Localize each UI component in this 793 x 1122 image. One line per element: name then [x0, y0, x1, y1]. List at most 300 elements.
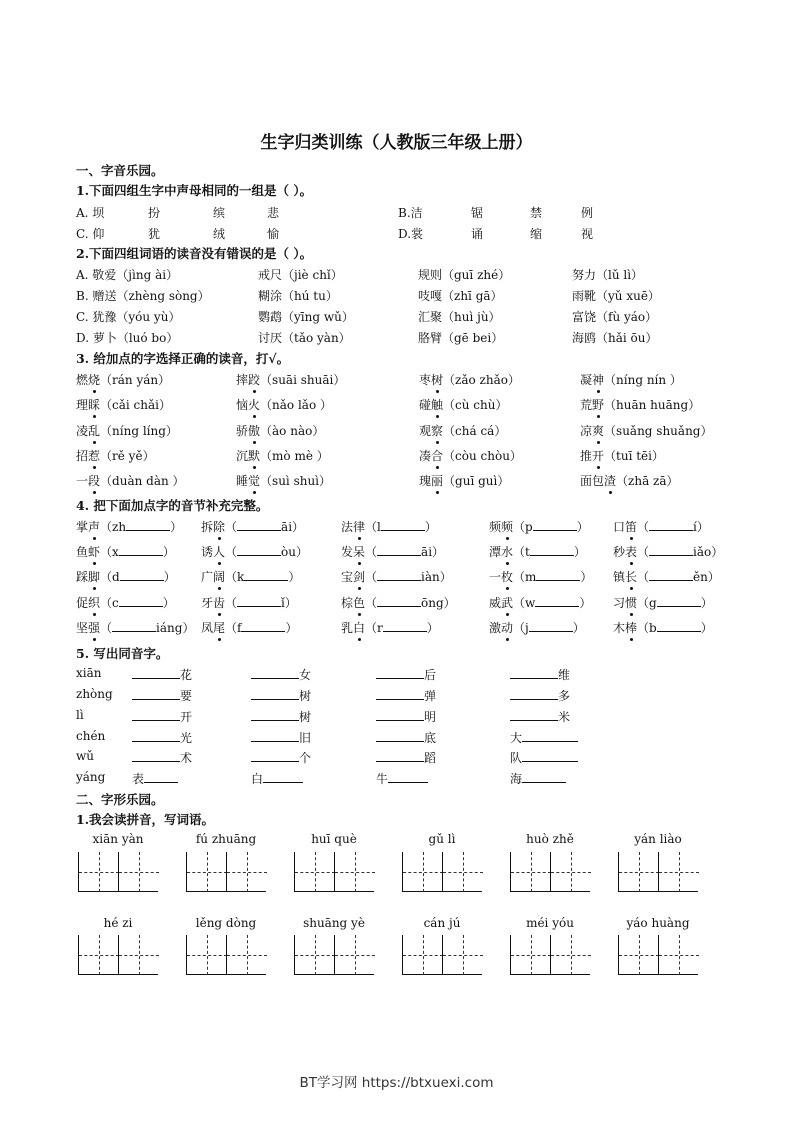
homophone-word: 弹 [424, 689, 437, 703]
word-char: 棒 [625, 621, 638, 635]
pinyin-label: gǔ lì [428, 832, 456, 846]
answer-blank [529, 619, 573, 632]
word-char: 武 [501, 596, 514, 610]
word-char: 坚 [76, 621, 89, 635]
answer-blank [510, 687, 558, 700]
item-pinyin-options: （cù chù） [443, 398, 508, 412]
syllable-item [76, 518, 182, 535]
answer-blank [132, 708, 180, 721]
option-cell: 吱嘎（zhī gā） [418, 289, 503, 303]
homophone-item [132, 749, 192, 766]
paren-suffix: ōng） [421, 596, 456, 610]
syllable-item [489, 619, 585, 636]
grid-cell [442, 852, 482, 892]
option-cell: 努力（lǔ lì） [572, 268, 644, 282]
option-cell: 锯 [471, 206, 484, 220]
paren-suffix: ） [162, 545, 175, 559]
option-cell: 缩 [530, 227, 543, 241]
answer-blank [237, 543, 281, 556]
grid-guide-horizontal [659, 955, 699, 956]
paren-prefix: （x [100, 545, 119, 559]
item-pinyin-options: （tuī tēi） [604, 449, 664, 463]
word-char: 发 [341, 545, 354, 559]
syllable-item [341, 594, 456, 611]
item-pinyin-options: （níng líng） [100, 424, 178, 438]
pinyin-label: xiān yàn [92, 832, 144, 846]
word-char: 掌 [76, 520, 89, 534]
word [613, 621, 637, 635]
paren-suffix: ） [170, 520, 183, 534]
option-cell: 糊涂（hú tu） [258, 289, 338, 303]
homophone-word: 表 [132, 772, 145, 786]
item-prefix: 理 [76, 398, 89, 412]
item-prefix: 摔 [236, 373, 249, 387]
dotted-character: 惹 [88, 449, 101, 463]
word-char: 口 [613, 520, 626, 534]
item-prefix: 碰 [419, 398, 432, 412]
option-cell: 缤 [213, 206, 226, 220]
item-pinyin-options: （guī guì） [443, 474, 510, 488]
answer-blank [510, 666, 558, 679]
dotted-character: 触 [431, 398, 444, 412]
grid-guide-horizontal [335, 872, 375, 873]
paren-prefix: （m [513, 570, 537, 584]
dotted-character: 段 [88, 474, 101, 488]
homophone-item [376, 666, 436, 683]
pinyin-item [236, 422, 324, 439]
answer-blank [112, 619, 156, 632]
homophone-item [510, 708, 570, 725]
word-char: 鱼 [76, 545, 89, 559]
item-prefix: 观 [419, 424, 432, 438]
syllable-item [201, 518, 304, 535]
dotted-character: 烧 [88, 373, 101, 387]
homophone-word: 队 [510, 751, 523, 765]
pinyin-label: fú zhuāng [195, 832, 257, 846]
homophone-word: 米 [558, 710, 571, 724]
option-cell: D.裳 [398, 227, 424, 241]
homophone-word: 蹈 [424, 751, 437, 765]
word-char: 阔 [213, 570, 226, 584]
grid-cell [334, 852, 374, 892]
pinyin-label: huī què [311, 832, 357, 846]
option-cell: 悲 [267, 206, 280, 220]
dotted-character: 树 [431, 373, 444, 387]
pinyin-item [419, 396, 507, 413]
paren-suffix: ） [700, 621, 713, 635]
word [76, 570, 100, 584]
answer-blank [533, 518, 577, 531]
pinyin-label: méi yóu [526, 916, 574, 930]
word [201, 545, 225, 559]
pinyin-label: yáo huàng [626, 916, 690, 930]
word-char: 牙 [201, 596, 214, 610]
option-cell: 雨靴（yǔ xuē） [572, 289, 660, 303]
paren-prefix: （ [100, 621, 113, 635]
answer-blank [649, 518, 693, 531]
word-char: 棕 [341, 596, 354, 610]
word-char: 潭 [489, 545, 502, 559]
homophone-pinyin: wǔ [76, 749, 94, 763]
pinyin-label: huò zhě [526, 832, 574, 846]
grid-cell [402, 935, 442, 975]
word [76, 545, 100, 559]
option-cell: A. 坝 [76, 206, 105, 220]
option-cell: 海鸥（hǎi ōu） [572, 331, 658, 345]
grid-cell [226, 935, 266, 975]
grid-guide-horizontal [335, 955, 375, 956]
syllable-item [76, 619, 194, 636]
answer-blank [376, 729, 424, 742]
word [76, 520, 100, 534]
answer-blank [377, 543, 421, 556]
answer-blank [530, 543, 574, 556]
word [341, 520, 365, 534]
paren-suffix: ǐ） [281, 596, 297, 610]
answer-blank [381, 518, 425, 531]
word-char: 秒 [613, 545, 626, 559]
grid-cell [334, 935, 374, 975]
dotted-character: 神 [592, 373, 605, 387]
section-heading-1: 一、字音乐园。 [76, 163, 164, 178]
word [489, 545, 513, 559]
homophone-word: 牛 [376, 772, 389, 786]
grid-guide-horizontal [227, 872, 267, 873]
answer-blank [251, 687, 299, 700]
option-cell: B.洁 [398, 206, 423, 220]
tianzige-grid [510, 852, 590, 892]
homophone-word: 海 [510, 772, 523, 786]
item-pinyin-options: （huān huāng） [604, 398, 701, 412]
answer-blank [237, 518, 281, 531]
paren-prefix: （ [637, 520, 650, 534]
item-prefix: 枣 [419, 373, 432, 387]
word [201, 570, 225, 584]
grid-cell [658, 935, 698, 975]
word-char: 动 [501, 621, 514, 635]
word [76, 596, 100, 610]
paren-suffix: ） [572, 621, 585, 635]
option-cell: 扮 [148, 206, 161, 220]
item-prefix: 凉 [580, 424, 593, 438]
paren-suffix: iǎo） [693, 545, 724, 559]
item-pinyin-options: （rán yán） [100, 373, 171, 387]
homophone-item [251, 666, 311, 683]
word-char: 广 [201, 570, 214, 584]
homophone-word: 个 [299, 751, 312, 765]
tianzige-grid [186, 852, 266, 892]
pinyin-item [580, 396, 700, 413]
section-heading-2: 二、字形乐园。 [76, 792, 164, 807]
pinyin-item [236, 472, 331, 489]
grid-guide-horizontal [443, 872, 483, 873]
option-cell: A. 敬爱（jìng ài） [76, 268, 179, 282]
syllable-item [341, 518, 437, 535]
syllable-item [489, 568, 592, 585]
answer-blank [522, 729, 578, 742]
item-prefix: 凝 [580, 373, 593, 387]
word-char: 笛 [625, 520, 638, 534]
item-pinyin-options: （mò mè ） [260, 449, 329, 463]
word-char: 拆 [201, 520, 214, 534]
answer-blank [376, 708, 424, 721]
paren-suffix: ） [288, 570, 301, 584]
tianzige-grid [618, 852, 698, 892]
option-cell: 戒尺（jiè chǐ） [258, 268, 343, 282]
word-char: 木 [613, 621, 626, 635]
answer-blank [536, 568, 580, 581]
dotted-character: 爽 [592, 424, 605, 438]
grid-guide-horizontal [619, 872, 659, 873]
item-pinyin-options: （nǎo lǎo ） [260, 398, 332, 412]
syllable-item [76, 543, 175, 560]
paren-prefix: （ [365, 596, 378, 610]
item-pinyin-options: （zhā zā） [616, 474, 679, 488]
paren-prefix: （r [365, 621, 383, 635]
option-cell: 禁 [530, 206, 543, 220]
tianzige-grid [618, 935, 698, 975]
tianzige-grid [294, 852, 374, 892]
syllable-item [76, 594, 175, 611]
item-prefix: 推 [580, 449, 593, 463]
word-char: 律 [353, 520, 366, 534]
paren-prefix: （ [637, 570, 650, 584]
option-cell: 讨厌（tǎo yàn） [258, 331, 351, 345]
homophone-word: 维 [558, 668, 571, 682]
homophone-pinyin: yáng [76, 770, 106, 784]
word-char: 威 [489, 596, 502, 610]
grid-guide-horizontal [119, 955, 159, 956]
word [489, 520, 513, 534]
dotted-character: 开 [592, 449, 605, 463]
option-cell: 富饶（fù yáo） [572, 310, 658, 324]
option-cell: 犹 [148, 227, 161, 241]
pinyin-label: lěng dòng [195, 916, 257, 930]
word-char: 宝 [341, 570, 354, 584]
pinyin-item [76, 396, 171, 413]
pinyin-item [236, 396, 332, 413]
grid-cell [442, 935, 482, 975]
word-char: 一 [489, 570, 502, 584]
option-cell: C. 犹豫（yóu yù） [76, 310, 181, 324]
paren-prefix: （b [637, 621, 657, 635]
word [201, 621, 225, 635]
syllable-item [201, 568, 300, 585]
homophone-word: 多 [558, 689, 571, 703]
item-prefix: 燃 [76, 373, 89, 387]
pinyin-item [76, 472, 185, 489]
paren-prefix: （k [225, 570, 245, 584]
item-pinyin-options: （suāi shuāi） [260, 373, 346, 387]
answer-blank [376, 687, 424, 700]
item-pinyin-options: （ào nào） [260, 424, 325, 438]
dotted-character: 睬 [88, 398, 101, 412]
pinyin-item [580, 371, 682, 388]
grid-guide-horizontal [511, 955, 551, 956]
grid-guide-horizontal [187, 872, 227, 873]
homophone-word: 花 [180, 668, 193, 682]
syllable-item [76, 568, 176, 585]
answer-blank [237, 594, 281, 607]
word-char: 人 [213, 545, 226, 559]
answer-blank [263, 770, 303, 783]
homophone-item [251, 729, 311, 746]
answer-blank [376, 749, 424, 762]
homophone-item [376, 687, 436, 704]
homophone-item [132, 729, 192, 746]
paren-suffix: ） [424, 520, 437, 534]
word-char: 镇 [613, 570, 626, 584]
pinyin-label: shuāng yè [303, 916, 365, 930]
option-cell: 规则（guī zhé） [418, 268, 511, 282]
option-cell: 胳臂（gē bei） [418, 331, 504, 345]
paren-suffix: ěn） [693, 570, 720, 584]
word [341, 596, 365, 610]
pinyin-item [580, 472, 679, 489]
answer-blank [144, 770, 178, 783]
homophone-word: 要 [180, 689, 193, 703]
dotted-character: 乱 [88, 424, 101, 438]
option-cell: C. 仰 [76, 227, 105, 241]
paren-prefix: （zh [100, 520, 127, 534]
word [341, 545, 365, 559]
word-char: 齿 [213, 596, 226, 610]
word-char: 白 [353, 621, 366, 635]
word-char: 水 [501, 545, 514, 559]
paren-suffix: ） [426, 621, 439, 635]
homophone-pinyin: chén [76, 729, 106, 743]
item-pinyin-options: （suì shuì） [260, 474, 332, 488]
paren-suffix: āi） [421, 545, 445, 559]
grid-cell [510, 852, 550, 892]
grid-guide-horizontal [619, 955, 659, 956]
word-char: 脚 [88, 570, 101, 584]
answer-blank [510, 708, 558, 721]
word-char: 乳 [341, 621, 354, 635]
homophone-item [376, 708, 436, 725]
item-pinyin-options: （còu chòu） [443, 449, 522, 463]
item-prefix: 沉 [236, 449, 249, 463]
paren-prefix: （l [365, 520, 381, 534]
option-cell: 视 [581, 227, 594, 241]
word-char: 促 [76, 596, 89, 610]
paren-prefix: （ [225, 520, 238, 534]
homophone-item [376, 729, 436, 746]
question-4: 4. 把下面加点字的音节补充完整。 [76, 498, 269, 513]
homophone-item [132, 708, 192, 725]
grid-guide-horizontal [403, 872, 443, 873]
paren-suffix: ） [285, 621, 298, 635]
answer-blank [376, 666, 424, 679]
word-char: 频 [489, 520, 502, 534]
page-title: 生字归类训练（人教版三年级上册） [260, 133, 533, 153]
grid-guide-horizontal [295, 955, 335, 956]
answer-blank [120, 568, 164, 581]
question-6: 1.我会读拼音，写词语。 [76, 812, 215, 827]
word-char: 色 [353, 596, 366, 610]
pinyin-item [236, 447, 329, 464]
homophone-item [376, 770, 428, 787]
grid-cell [186, 852, 226, 892]
item-prefix: 招 [76, 449, 89, 463]
homophone-pinyin: zhòng [76, 687, 113, 701]
word-char: 表 [625, 545, 638, 559]
paren-prefix: （t [513, 545, 530, 559]
paren-suffix: ） [576, 520, 589, 534]
item-pinyin-options: （zǎo zhǎo） [443, 373, 520, 387]
pinyin-item [580, 447, 664, 464]
word-char: 尾 [213, 621, 226, 635]
answer-blank [649, 568, 693, 581]
homophone-pinyin: lì [76, 708, 84, 722]
pinyin-item [236, 371, 345, 388]
answer-blank [657, 619, 701, 632]
paren-prefix: （ [365, 570, 378, 584]
option-cell: B. 赠送（zhèng sòng） [76, 289, 210, 303]
paren-prefix: （c [100, 596, 119, 610]
answer-blank [522, 749, 578, 762]
pinyin-item [76, 371, 170, 388]
word-char: 凤 [201, 621, 214, 635]
answer-blank [119, 594, 163, 607]
word-char: 长 [625, 570, 638, 584]
syllable-item [341, 568, 452, 585]
word-char: 强 [88, 621, 101, 635]
item-prefix: 睡 [236, 474, 249, 488]
answer-blank [251, 666, 299, 679]
tianzige-grid [510, 935, 590, 975]
answer-blank [119, 543, 163, 556]
syllable-item [201, 594, 297, 611]
word [613, 596, 637, 610]
grid-cell [118, 935, 158, 975]
pinyin-item [419, 371, 520, 388]
dotted-character: 合 [431, 449, 444, 463]
word-char: 激 [489, 621, 502, 635]
grid-cell [226, 852, 266, 892]
pinyin-item [419, 472, 509, 489]
homophone-word: 女 [299, 668, 312, 682]
answer-blank [132, 666, 180, 679]
syllable-item [613, 543, 723, 560]
grid-guide-horizontal [79, 872, 119, 873]
item-prefix: 荒 [580, 398, 593, 412]
dotted-character: 察 [431, 424, 444, 438]
question-3: 3. 给加点的字选择正确的读音，打√。 [76, 351, 290, 366]
grid-guide-horizontal [443, 955, 483, 956]
paren-suffix: āi） [281, 520, 305, 534]
question-1: 1.下面四组生字中声母相同的一组是（ ）。 [76, 183, 313, 198]
item-pinyin-options: （suǎng shuǎng） [604, 424, 713, 438]
item-pinyin-options: （duàn dàn ） [100, 474, 185, 488]
homophone-item [251, 749, 311, 766]
tianzige-grid [78, 852, 158, 892]
paren-prefix: （d [100, 570, 120, 584]
paren-suffix: òu） [281, 545, 309, 559]
grid-guide-horizontal [551, 872, 591, 873]
pinyin-item [419, 422, 506, 439]
option-cell: 汇聚（huì jù） [418, 310, 501, 324]
paren-prefix: （g [637, 596, 657, 610]
grid-cell [658, 852, 698, 892]
item-prefix: 凑 [419, 449, 432, 463]
paren-suffix: iàn） [421, 570, 452, 584]
answer-blank [132, 749, 180, 762]
option-cell: 愉 [267, 227, 280, 241]
homophone-item [376, 749, 436, 766]
answer-blank [377, 568, 421, 581]
word [341, 621, 365, 635]
